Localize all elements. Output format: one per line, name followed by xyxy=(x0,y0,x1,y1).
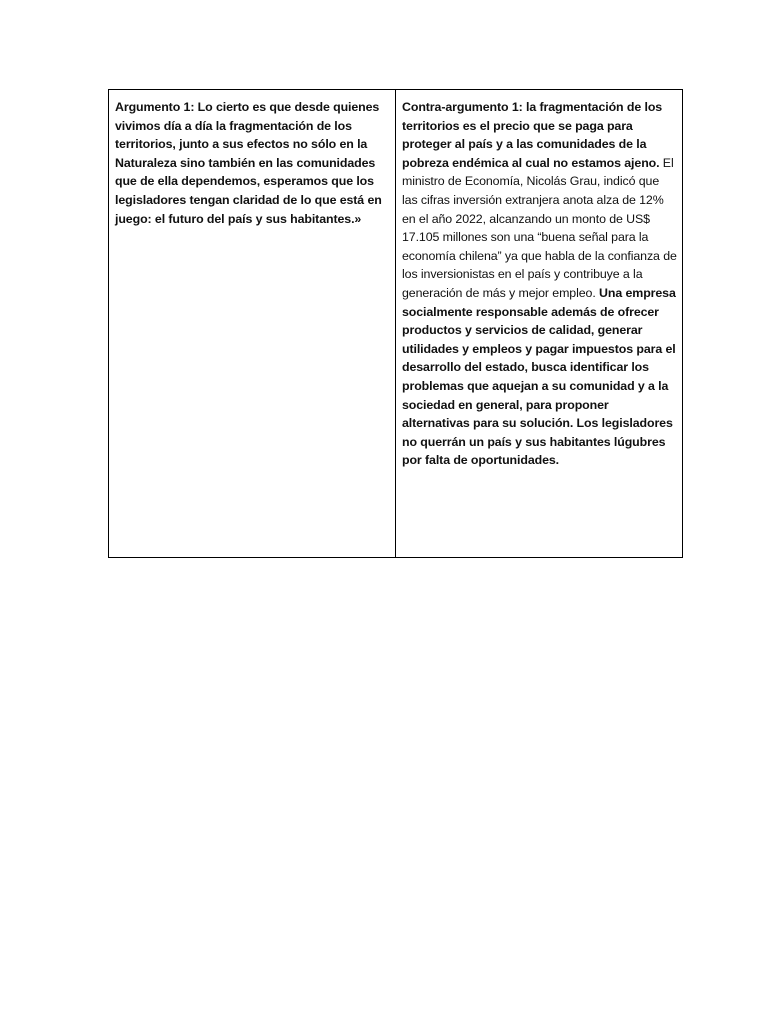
counter-argument-cell xyxy=(396,90,683,558)
counter-argument-intro: Contra-argumento 1: la fragmentación de los territorios es el precio que se paga para proteger al país y a las comunidades de la pobreza endémica al cual no estamos ajeno. xyxy=(402,100,663,170)
counter-argument-conclusion: Una empresa socialmente responsable además de ofrecer productos y servicios de calidad, generar utilidades y empleos y pagar impuestos para el desarrollo del estado, busca identificar los problemas que aquejan a su comunidad y a la sociedad en general, para proponer alternativas para su solución. Los legisladores no querrán un país y sus habitantes lúgubres por falta de oportunidades. xyxy=(402,285,676,468)
argument-cell xyxy=(109,90,396,558)
argument-text: Argumento 1: Lo cierto es que desde quienes vivimos día a día la fragmentación de los territorios, junto a sus efectos no sólo en la Naturaleza sino también en las comunidades que de ella dependemos, esperamos que los legisladores tengan claridad de lo que está en juego: el futuro del país y sus habitantes.» xyxy=(115,100,382,226)
counter-argument-body: El ministro de Economía, Nicolás Grau, indicó que las cifras inversión extranjera anota alza de 12% en el año 2022, alcanzando un monto de US$ 17.105 millones son una “buena señal para la economía chilena” ya que habla de la confianza de los inversionistas en el país y contribuye a la generación de más y mejor empleo. xyxy=(402,155,677,300)
table-row xyxy=(109,90,683,558)
argument-table xyxy=(108,89,683,558)
